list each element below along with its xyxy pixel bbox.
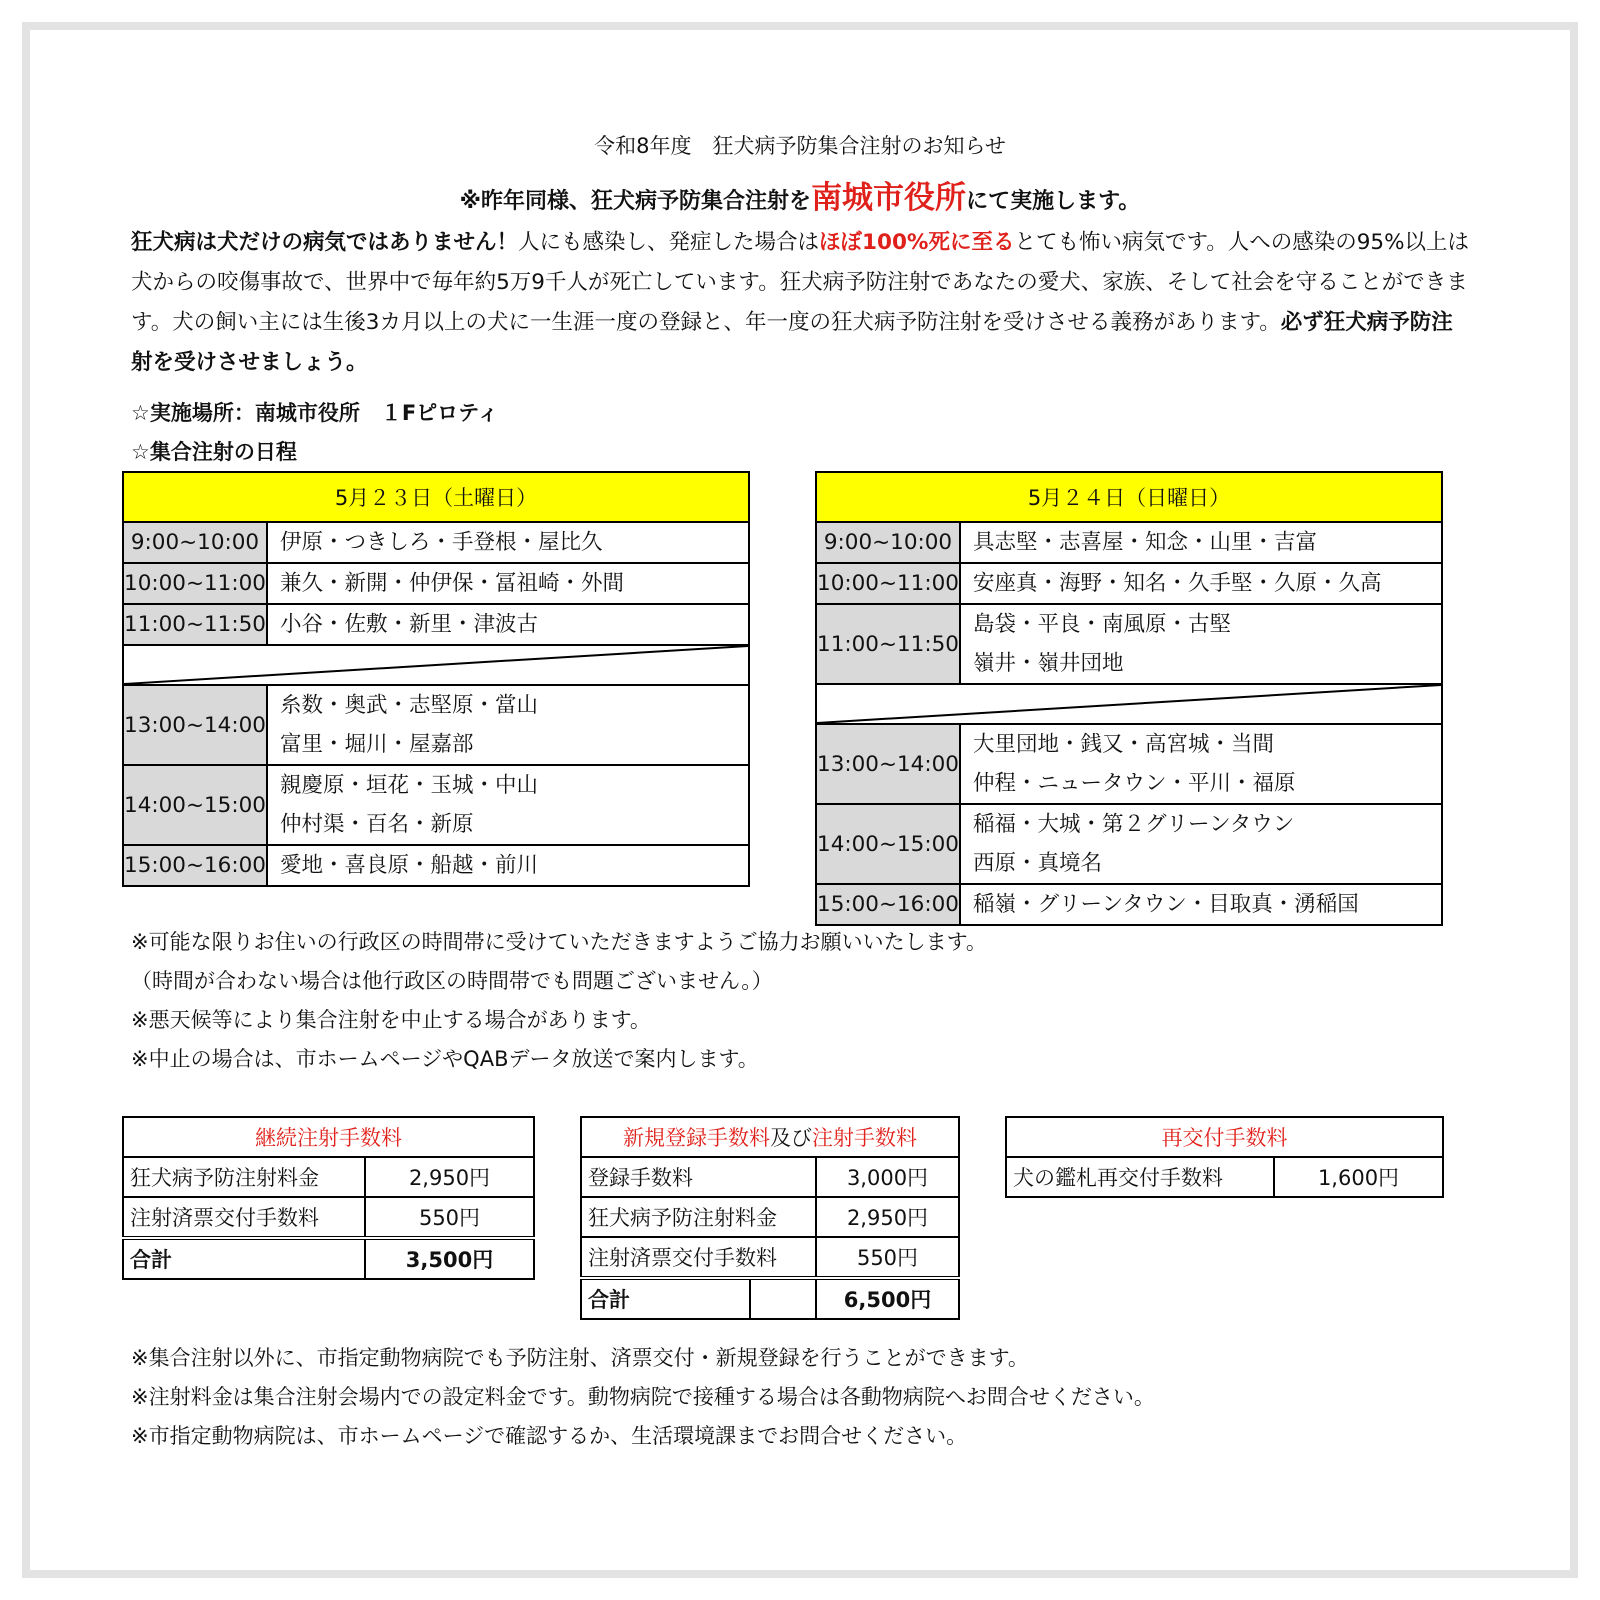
total-label: 合計 [581, 1278, 750, 1319]
subtitle [0, 172, 1600, 217]
table-row [123, 765, 749, 845]
district-line: 親慶原・垣花・玉城・中山 [280, 773, 539, 798]
time-slot: 15:00~16:00 [816, 884, 960, 925]
time-slot: 9:00~10:00 [816, 522, 960, 563]
total-label: 合計 [123, 1238, 365, 1279]
time-slot: 11:00~11:50 [816, 604, 960, 684]
table-row [816, 884, 1442, 925]
district-list [960, 522, 1442, 563]
time-slot: 13:00~14:00 [816, 724, 960, 804]
district-list [267, 522, 749, 563]
note-line: ※悪天候等により集合注射を中止する場合があります。 [131, 1008, 651, 1032]
fee-table-new-registration [580, 1116, 960, 1320]
time-slot: 14:00~15:00 [816, 804, 960, 884]
district-line: 稲福・大城・第２グリーンタウン [973, 812, 1295, 837]
district-line: 仲村渠・百名・新原 [280, 812, 474, 837]
fee-renewal-header: 継続注射手数料 [123, 1117, 534, 1157]
total-amount: 3,500円 [365, 1238, 534, 1279]
district-list [267, 765, 749, 845]
time-slot: 10:00~11:00 [123, 563, 267, 604]
district-list [960, 724, 1442, 804]
venue-heading: ☆実施場所：南城市役所 １Fピロティ [131, 401, 499, 425]
district-list [960, 884, 1442, 925]
district-line: 仲程・ニュータウン・平川・福原 [973, 771, 1296, 796]
page-title: 令和8年度 狂犬病予防集合注射のお知らせ [594, 134, 1006, 158]
note-line: ※可能な限りお住いの行政区の時間帯に受けていただきますようご協力お願いいたします。 [131, 930, 987, 954]
fee-amount: 2,950円 [365, 1157, 534, 1197]
time-slot: 10:00~11:00 [816, 563, 960, 604]
table-row [123, 1197, 534, 1238]
district-line: 嶺井・嶺井団地 [973, 651, 1124, 676]
district-list [960, 804, 1442, 884]
note-line: ※市指定動物病院は、市ホームページで確認するか、生活環境課までお問合せください。 [131, 1424, 968, 1448]
table-row [581, 1197, 959, 1237]
district-list [267, 845, 749, 886]
table-row [123, 845, 749, 886]
table-row [581, 1157, 959, 1197]
total-row [123, 1238, 534, 1279]
district-line: 兼久・新開・仲伊保・冨祖崎・外間 [280, 571, 625, 596]
fee-amount: 1,600円 [1274, 1157, 1443, 1197]
district-line: 島袋・平良・南風原・古堅 [973, 612, 1232, 637]
total-row [581, 1278, 959, 1319]
table-row [123, 522, 749, 563]
district-line: 安座真・海野・知名・久手堅・久原・久高 [973, 571, 1382, 596]
time-slot: 14:00~15:00 [123, 765, 267, 845]
note-line: ※中止の場合は、市ホームページやQABデータ放送で案内します。 [131, 1047, 759, 1071]
fee-amount: 2,950円 [816, 1197, 959, 1237]
lunch-break-cell [816, 684, 1442, 724]
table-row [123, 1157, 534, 1197]
fee-label: 狂犬病予防注射料金 [581, 1197, 816, 1237]
fee-amount: 550円 [816, 1237, 959, 1278]
district-line: 稲嶺・グリーンタウン・目取真・湧稲国 [973, 892, 1359, 917]
note-line: ※集合注射以外に、市指定動物病院でも予防注射、済票交付・新規登録を行うことができます。 [131, 1346, 1029, 1370]
break-diagonal-line [817, 685, 1441, 723]
day2-header: 5月２４日（日曜日） [816, 472, 1442, 522]
fee-table-reissue [1005, 1116, 1444, 1198]
lunch-break-row [123, 645, 749, 685]
subtitle-post: にて実施します。 [966, 189, 1141, 214]
time-slot: 11:00~11:50 [123, 604, 267, 645]
total-amount: 6,500円 [816, 1278, 959, 1319]
district-line: 西原・真境名 [973, 851, 1103, 876]
district-line: 具志堅・志喜屋・知念・山里・吉富 [973, 530, 1318, 555]
table-row [123, 563, 749, 604]
district-line: 伊原・つきしろ・手登根・屋比久 [280, 530, 603, 555]
fee-label: 注射済票交付手数料 [581, 1237, 816, 1278]
table-row [816, 563, 1442, 604]
district-list [960, 604, 1442, 684]
intro-red-warning: ほぼ100%死に至る [819, 230, 1015, 255]
district-list [267, 685, 749, 765]
note-line: ※注射料金は集合注射会場内での設定料金です。動物病院で接種する場合は各動物病院へお問合せください。 [131, 1385, 1155, 1409]
fee-label: 登録手数料 [581, 1157, 816, 1197]
fee-new-header-b: 及び [770, 1126, 812, 1150]
intro-bold-end: 必ず狂犬病予防注射を受けさせましょう。 [131, 310, 1453, 375]
fee-new-header [581, 1117, 959, 1157]
intro-text-1: 人にも感染し、発症した場合は [518, 230, 820, 255]
lunch-break-row [816, 684, 1442, 724]
table-row [123, 685, 749, 765]
district-list [267, 563, 749, 604]
subtitle-venue: 南城市役所 [811, 180, 967, 216]
time-slot: 13:00~14:00 [123, 685, 267, 765]
table-row [581, 1237, 959, 1278]
fee-new-header-a: 新規登録手数料 [623, 1126, 770, 1150]
note-line: （時間が合わない場合は他行政区の時間帯でも問題ございません。） [131, 969, 773, 993]
table-row [123, 604, 749, 645]
fee-label: 犬の鑑札再交付手数料 [1006, 1157, 1274, 1197]
district-line: 大里団地・銭又・高宮城・当間 [973, 732, 1275, 757]
schedule-table-day2 [815, 471, 1443, 926]
district-line: 糸数・奥武・志堅原・當山 [280, 693, 539, 718]
fee-amount: 3,000円 [816, 1157, 959, 1197]
fee-amount: 550円 [365, 1197, 534, 1238]
day1-header: 5月２３日（土曜日） [123, 472, 749, 522]
fee-label: 狂犬病予防注射料金 [123, 1157, 365, 1197]
district-line: 富里・堀川・屋嘉部 [280, 732, 474, 757]
fee-reissue-header: 再交付手数料 [1006, 1117, 1443, 1157]
intro-bold-lead: 狂犬病は犬だけの病気ではありません！ [131, 230, 519, 255]
schedule-table-day1 [122, 471, 750, 887]
intro-text-2: とても怖い病気です。人への感染の95%以上は犬からの咬傷事故で、世界中で毎年約5万9千人が死亡しています。狂犬病予防注射であなたの愛犬、家族、そして社会を守ることができます。犬の飼い主には生後3カ月以上の犬に一生涯一度の登録と、年一度の狂犬病予防注射を受けさせる義務があります。 [131, 230, 1470, 335]
table-row [816, 804, 1442, 884]
fee-new-header-c: 注射手数料 [812, 1126, 917, 1150]
time-slot: 15:00~16:00 [123, 845, 267, 886]
time-slot: 9:00~10:00 [123, 522, 267, 563]
subtitle-pre: ※昨年同様、狂犬病予防集合注射を [459, 189, 812, 214]
table-row [816, 604, 1442, 684]
break-diagonal-line [124, 646, 748, 684]
schedule-heading: ☆集合注射の日程 [131, 440, 297, 464]
intro-paragraph [131, 223, 1471, 383]
empty-cell [750, 1278, 816, 1319]
fee-label: 注射済票交付手数料 [123, 1197, 365, 1238]
lunch-break-cell [123, 645, 749, 685]
district-list [267, 604, 749, 645]
district-line: 小谷・佐敷・新里・津波古 [280, 612, 539, 637]
table-row [1006, 1157, 1443, 1197]
fee-table-renewal [122, 1116, 535, 1280]
table-row [816, 522, 1442, 563]
table-row [816, 724, 1442, 804]
district-list [960, 563, 1442, 604]
district-line: 愛地・喜良原・船越・前川 [280, 853, 539, 878]
